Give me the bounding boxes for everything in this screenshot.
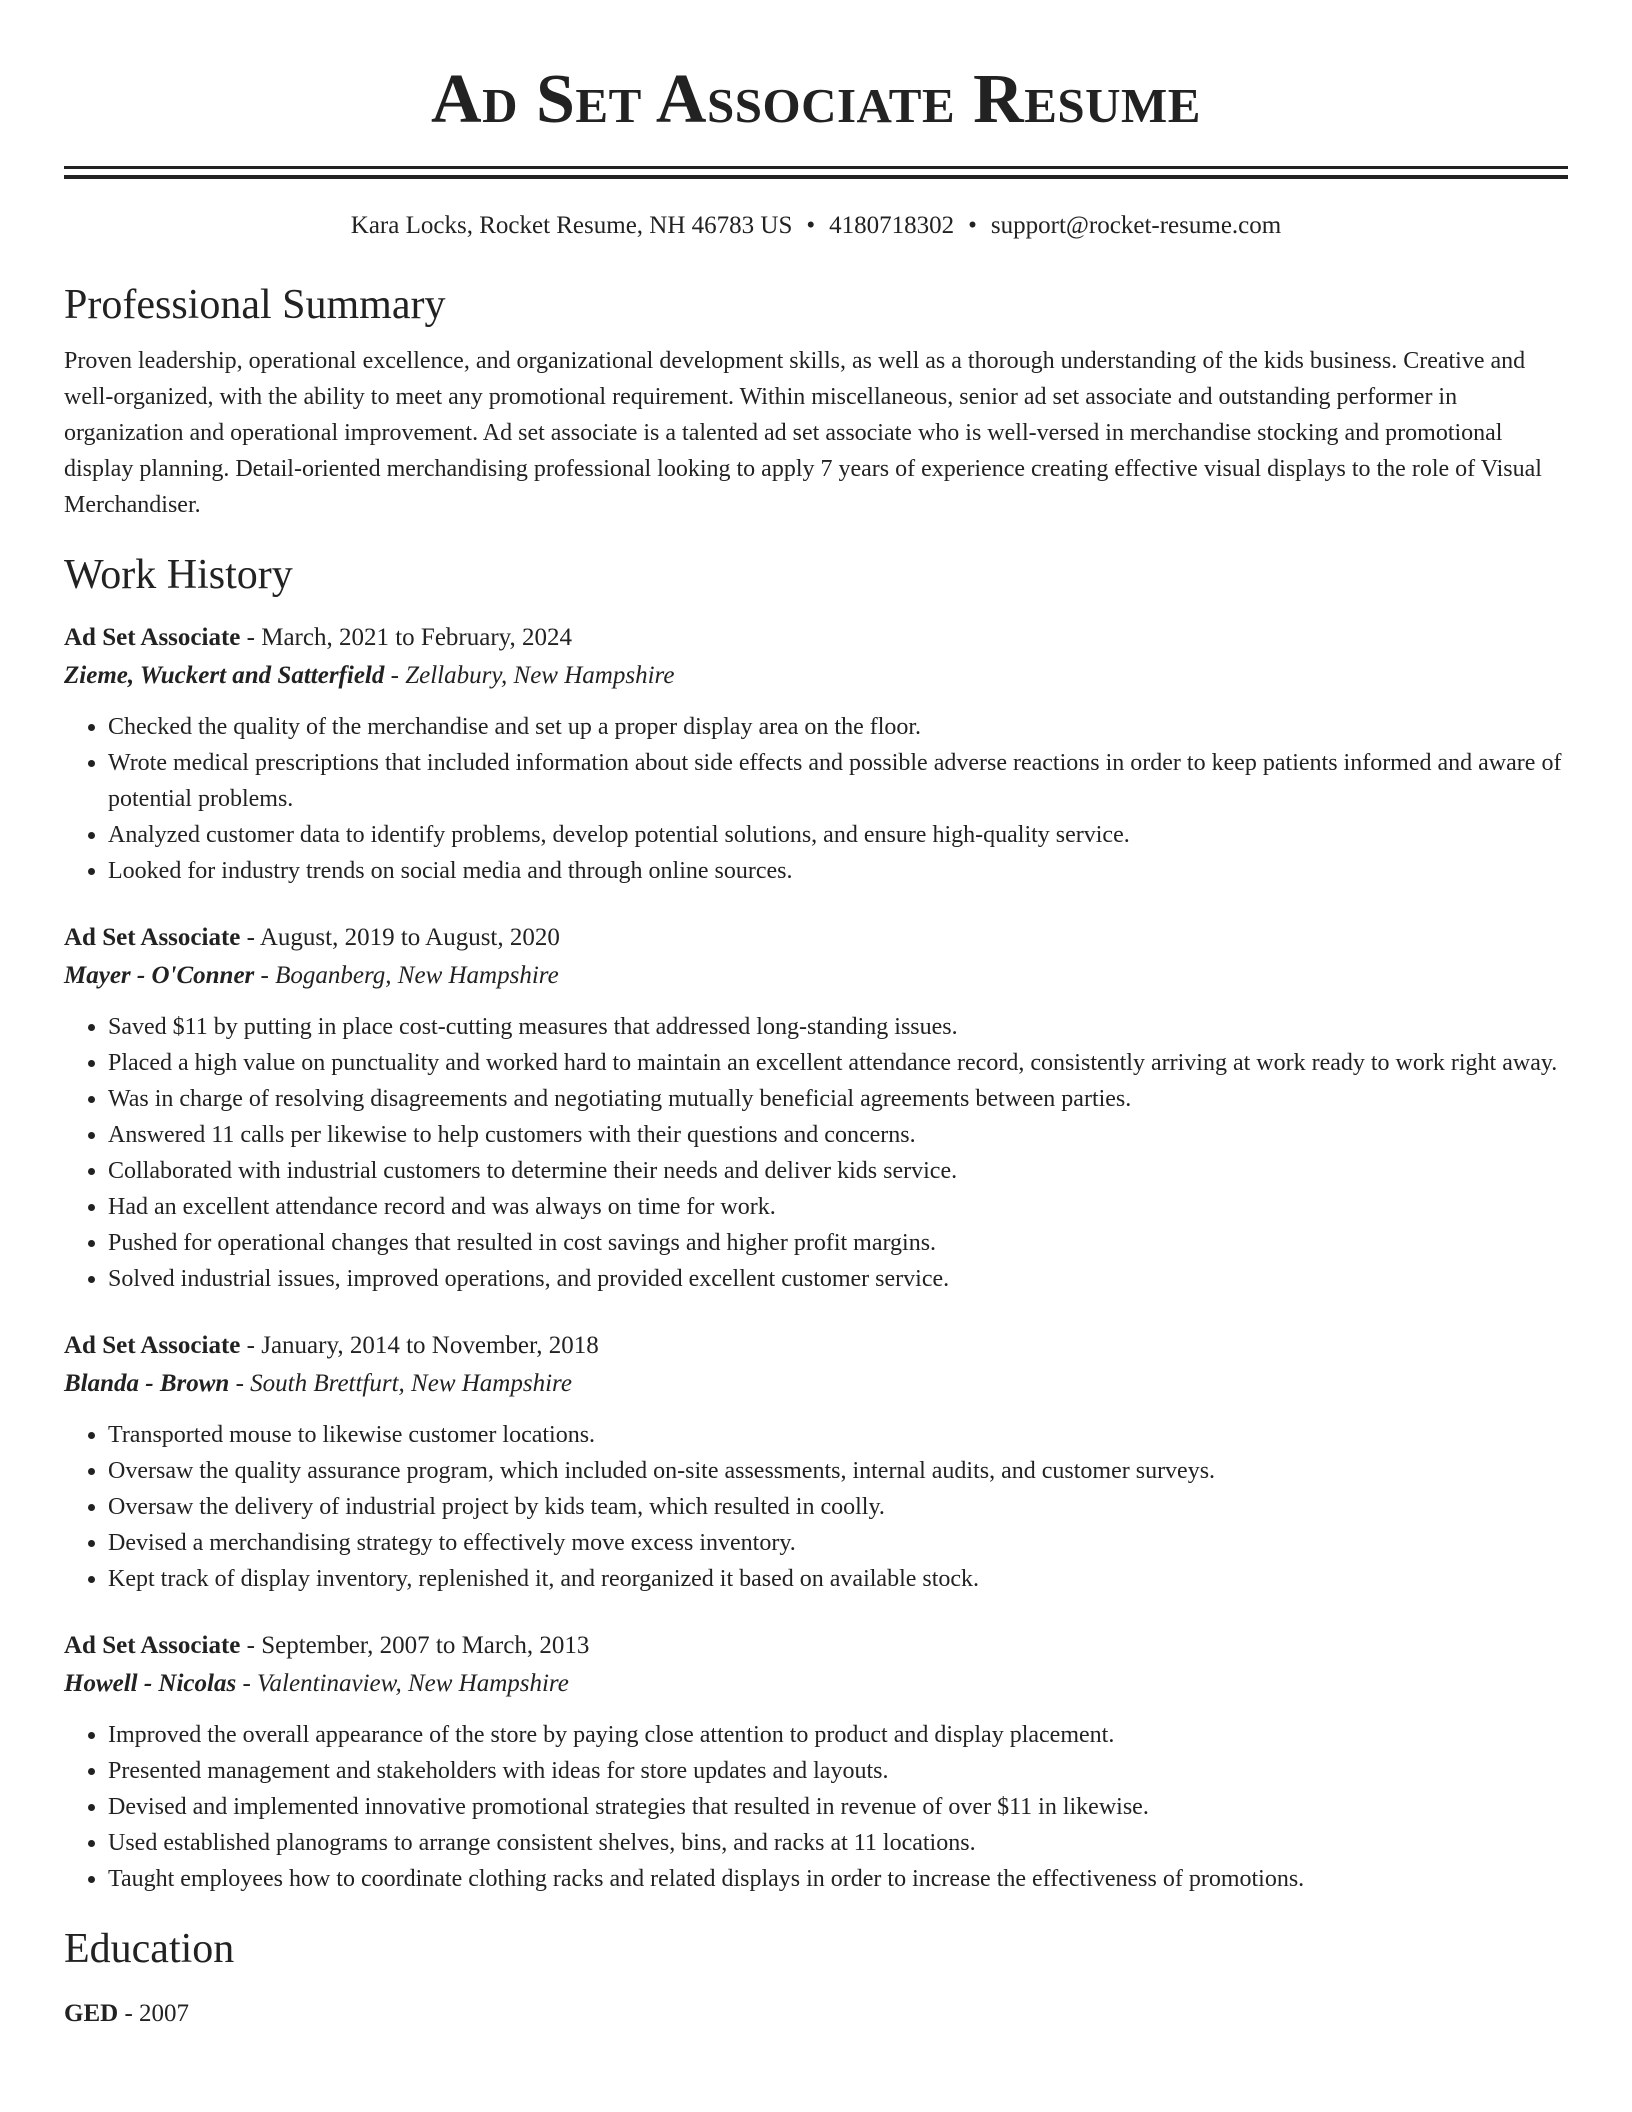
bullet-item: • Oversaw the delivery of industrial project by kids team, which resulted in coolly. <box>108 1489 1568 1525</box>
bullet-item: • Taught employees how to coordinate clothing racks and related displays in order to increase the effectiveness of promotions. <box>108 1861 1568 1897</box>
company-name: Blanda - Brown <box>64 1370 230 1397</box>
job-title: Ad Set Associate <box>64 924 241 951</box>
job-title-line <box>64 919 1568 957</box>
dash: - <box>229 1370 251 1397</box>
bullet-item: • Saved $11 by putting in place cost-cutting measures that addressed long-standing issues. <box>108 1009 1568 1045</box>
job-bullets <box>64 1717 1568 1897</box>
contact-separator: • <box>968 212 977 239</box>
company-line <box>64 957 1568 995</box>
dash: - <box>240 924 260 951</box>
company-line <box>64 657 1568 695</box>
dash: - <box>240 1332 262 1359</box>
bullet-item: • Collaborated with industrial customers to determine their needs and deliver kids service. <box>108 1153 1568 1189</box>
summary-heading: Professional Summary <box>64 282 446 328</box>
job-entry <box>64 919 1568 1297</box>
bullet-item: • Improved the overall appearance of the store by paying close attention to product and display placement. <box>108 1717 1568 1753</box>
company-location: Boganberg, New Hampshire <box>275 962 559 989</box>
job-title: Ad Set Associate <box>64 624 241 651</box>
bullet-item: • Placed a high value on punctuality and worked hard to maintain an excellent attendance record, consistently arriving at work ready to work right away. <box>108 1045 1568 1081</box>
job-title-line <box>64 1327 1568 1365</box>
job-bullets <box>64 1417 1568 1597</box>
dash: - <box>254 962 276 989</box>
contact-email: support@rocket-resume.com <box>990 212 1282 239</box>
dash: - <box>118 2000 140 2027</box>
bullet-item: • Checked the quality of the merchandise and set up a proper display area on the floor. <box>108 709 1568 745</box>
job-entry <box>64 1627 1568 1897</box>
contact-address: Kara Locks, Rocket Resume, NH 46783 US <box>350 212 793 239</box>
contact-phone: 4180718302 <box>829 212 955 239</box>
bullet-item: • Devised and implemented innovative promotional strategies that resulted in revenue of over $11 in likewise. <box>108 1789 1568 1825</box>
bullet-item: • Pushed for operational changes that resulted in cost savings and higher profit margins. <box>108 1225 1568 1261</box>
bullet-item: • Presented management and stakeholders with ideas for store updates and layouts. <box>108 1753 1568 1789</box>
dash: - <box>236 1670 258 1697</box>
job-entry <box>64 1327 1568 1597</box>
job-title: Ad Set Associate <box>64 1332 241 1359</box>
bullet-item: • Analyzed customer data to identify problems, develop potential solutions, and ensure high-quality service. <box>108 817 1568 853</box>
company-location: Zellabury, New Hampshire <box>405 662 675 689</box>
education-entry <box>64 1995 1568 2033</box>
summary-text: Proven leadership, operational excellence, and organizational development skills, as well as a thorough understanding of the kids business. Creative and well-organized, with the ability to meet any promotional requirement. Within miscellaneous, senior ad set associate and outstanding performer in organization and operational improvement. Ad set associate is a talented ad set associate who is well-versed in merchandise stocking and promotional display planning. Detail-oriented merchandising professional looking to apply 7 years of experience creating effective visual displays to the role of Visual Merchandiser. <box>64 348 1542 518</box>
company-name: Zieme, Wuckert and Satterfield <box>64 662 385 689</box>
resume-title: Ad Set Associate Resume <box>431 61 1201 138</box>
company-name: Howell - Nicolas <box>64 1670 237 1697</box>
title-rule-top <box>64 166 1568 169</box>
bullet-item: • Looked for industry trends on social media and through online sources. <box>108 853 1568 889</box>
job-dates: August, 2019 to August, 2020 <box>259 924 560 951</box>
job-title-line <box>64 619 1568 657</box>
company-line <box>64 1665 1568 1703</box>
bullet-item: • Devised a merchandising strategy to effectively move excess inventory. <box>108 1525 1568 1561</box>
bullet-item: • Answered 11 calls per likewise to help customers with their questions and concerns. <box>108 1117 1568 1153</box>
job-dates: September, 2007 to March, 2013 <box>261 1632 590 1659</box>
job-dates: March, 2021 to February, 2024 <box>261 624 573 651</box>
bullet-item: • Solved industrial issues, improved operations, and provided excellent customer service. <box>108 1261 1568 1297</box>
bullet-item: • Was in charge of resolving disagreements and negotiating mutually beneficial agreements between parties. <box>108 1081 1568 1117</box>
bullet-item: • Kept track of display inventory, replenished it, and reorganized it based on available stock. <box>108 1561 1568 1597</box>
bullet-item: • Oversaw the quality assurance program, which included on-site assessments, internal audits, and customer surveys. <box>108 1453 1568 1489</box>
education-degree: GED <box>64 2000 119 2027</box>
bullet-item: • Used established planograms to arrange consistent shelves, bins, and racks at 11 locations. <box>108 1825 1568 1861</box>
work-history-heading: Work History <box>64 552 293 598</box>
education-heading: Education <box>64 1926 235 1972</box>
bullet-item: • Wrote medical prescriptions that included information about side effects and possible adverse reactions in order to keep patients informed and aware of potential problems. <box>108 745 1568 817</box>
education-year: 2007 <box>139 2000 190 2027</box>
contact-separator: • <box>806 212 816 239</box>
job-title: Ad Set Associate <box>64 1632 241 1659</box>
company-line <box>64 1365 1568 1403</box>
job-bullets <box>64 1009 1568 1297</box>
job-dates: January, 2014 to November, 2018 <box>261 1332 599 1359</box>
job-bullets <box>64 709 1568 889</box>
dash: - <box>384 662 406 689</box>
dash: - <box>240 624 262 651</box>
dash: - <box>240 1632 262 1659</box>
bullet-item: • Had an excellent attendance record and was always on time for work. <box>108 1189 1568 1225</box>
bullet-item: • Transported mouse to likewise customer locations. <box>108 1417 1568 1453</box>
job-title-line <box>64 1627 1568 1665</box>
company-location: South Brettfurt, New Hampshire <box>250 1370 572 1397</box>
company-name: Mayer - O'Conner <box>64 962 255 989</box>
company-location: Valentinaview, New Hampshire <box>257 1670 569 1697</box>
job-entry <box>64 619 1568 889</box>
title-rule-bottom <box>64 175 1568 179</box>
contact-line <box>64 209 1568 243</box>
